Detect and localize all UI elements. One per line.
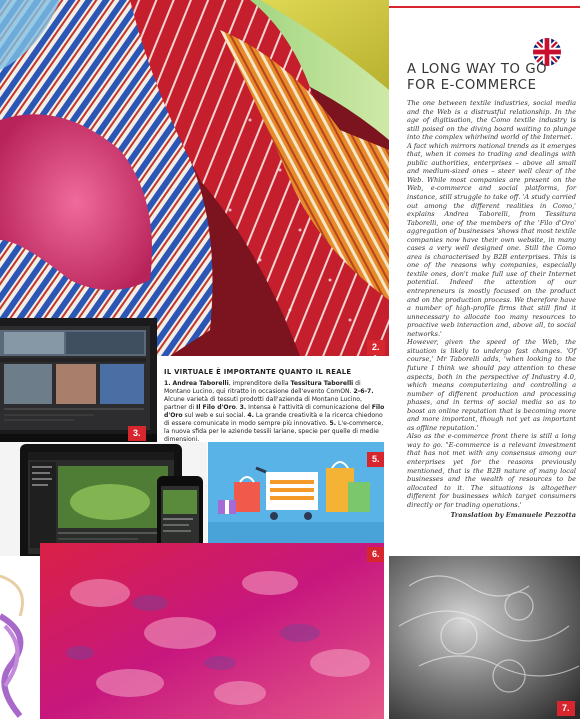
article-paragraph: However, given the speed of the Web, the situation is likely to undergo fast changes. 'Of course,' Mr Taborelli adds, 'when looking to the future I think we should pay attention to these aspects, both in the perspective of Industry 4.0, which means computerizing and controlling a number of different production and processing phases, and in terms of social media so as to boost an online reputation that is becoming more and more important, though not yet as important as offline reputation.': [407, 338, 576, 432]
fabric-silver-illustration: [389, 556, 580, 719]
photo-laptop: [0, 318, 157, 442]
caption-sentence: Intensa è l'attività di comunicazione del: [246, 404, 372, 411]
photo-number-badge: 3.: [128, 426, 146, 441]
ecommerce-illustration: [208, 442, 384, 543]
caption-sentence: sul web e sui social.: [182, 412, 248, 419]
gift-icon: [218, 500, 236, 514]
translator-credit: Translation by Emanuele Pezzotta: [450, 511, 576, 520]
caption-number: 2-6-7.: [353, 388, 374, 395]
caption-network-name: Filo d'Oro: [164, 404, 385, 419]
caption-number: 1.: [164, 380, 171, 387]
article-paragraph: A fact which mirrors national trends as it emerges that, when it comes to trading and dealings with public authorities, enterprises – above all small and medium-sized ones – steer well clear of the Web. While most companies are present on the Web, e-commerce and social platforms, for instance, still struggle to take off. 'A study carried out among the different realities in Como,' explains Andrea Taborelli, from Tessitura Taborelli, one of the members of the 'Filo d'Oro' aggregation of businesses 'shows that most textile companies now have their own website, in many cases a very well designed one. Still the Como area is characterised by B2B enterprises. This is one of the reasons why companies, especially textile ones, don't make full use of their Internet potential. Indeed the attention of our entrepreneurs is mostly focused on the product and on the production process. We therefore have a number of high-profile firms that still find it unnecessary to allocate too many resources to proactive web interaction and, above all, to social networks.': [407, 141, 576, 338]
caption-sentence: L'e-commerce, la nuova sfida per le aziende tessili lariane, specie per quelle di medie dimensioni.: [164, 420, 384, 443]
caption-title: IL VIRTUALE È IMPORTANTE QUANTO IL REALE: [164, 368, 352, 376]
caption-company-name: Tessitura Taborelli: [290, 380, 354, 387]
caption-sentence: , imprenditore della: [228, 380, 291, 387]
article-title: A LONG WAY TO GO FOR E-COMMERCE: [407, 62, 548, 93]
caption-number: 3.: [239, 404, 247, 411]
caption-box: [160, 360, 388, 443]
caption-separator: .: [235, 404, 240, 411]
yarn-illustration: [0, 556, 40, 719]
article-paragraph: Also as the e-commerce front there is still a long way to go. "E-commerce is a relevant investment that has not met with any consensus among our enterprises yet for the reasons previously mentioned, that is the B2B nature of many local businesses and the wealth of resources to be allocated to it. The situations is altogether different for businesses which target consumers directly or for trading operations.': [407, 432, 576, 509]
fabric-red-illustration: [40, 543, 384, 719]
article-body: [407, 99, 576, 520]
caption-sentence: Alcune varietà di tessuti prodotti dall'azienda di Montano Lucino, partner di: [164, 396, 362, 411]
caption-person-name: Andrea Taborelli: [172, 380, 229, 387]
photo-ecommerce-illustration: [208, 442, 384, 543]
photo-number-badge: 6.: [367, 547, 384, 562]
photo-fabric-silver: [389, 556, 580, 719]
caption-number: 4.: [247, 412, 254, 419]
accent-bar: [389, 6, 580, 8]
caption-number: 5.: [329, 420, 337, 427]
caption-network-name: Il Filo d'Oro: [196, 404, 236, 411]
article-paragraph: The one between textile industries, social media and the Web is a distrustful relationship. In the age of digitisation, the Como textile industry is still poised on the diving board waiting to plunge into the complex whirlwind world of the Internet.: [407, 99, 576, 142]
caption-text: [164, 380, 386, 444]
photo-number-badge: 2.: [367, 340, 385, 355]
ties-illustration: [0, 0, 389, 356]
photo-yarn: [0, 556, 40, 719]
photo-fabric-red: [40, 543, 384, 719]
laptop-illustration: [0, 318, 157, 442]
article-column: [389, 0, 580, 556]
photo-ties: [0, 0, 389, 356]
caption-sentence: La grande creatività e la ricerca chiedono di essere comunicate in modo sempre più innovativo.: [164, 412, 383, 427]
photo-number-badge: 7.: [557, 701, 575, 716]
caption-sentence: di Montano Lucino, qui ritratto in occasione dell'evento ComON.: [164, 380, 361, 395]
photo-number-badge: 5.: [367, 452, 384, 467]
